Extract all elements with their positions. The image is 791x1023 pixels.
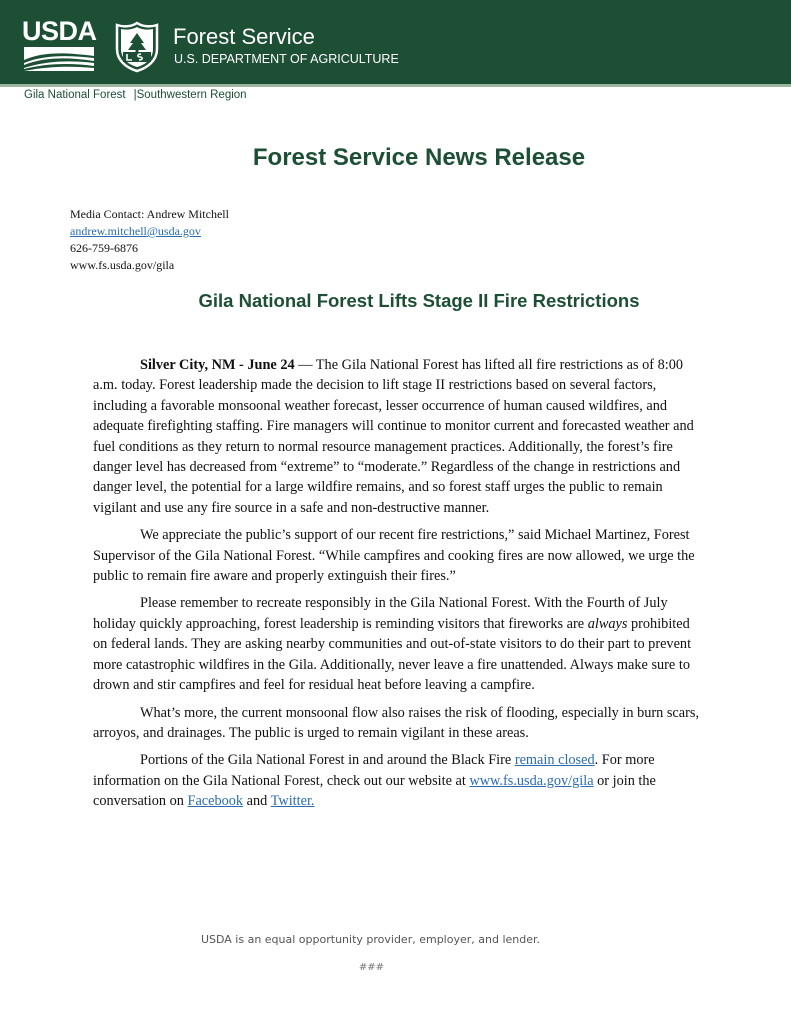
- dateline: Silver City, NM - June 24: [140, 357, 295, 373]
- facebook-link[interactable]: Facebook: [187, 793, 244, 810]
- usda-logo[interactable]: [22, 16, 96, 72]
- release-title: Forest Service News Release: [252, 144, 586, 171]
- end-mark: ###: [358, 962, 385, 973]
- paragraph-5: Portions of the Gila National Forest in and around the Black Fire remain closed. For more information on the Gila National Forest, check out our website at www.fs.usda.gov/gila or join the conversation on Facebook and Twitter.: [93, 752, 656, 810]
- region-name[interactable]: |Southwestern Region: [133, 89, 247, 101]
- usda-logo-text: USDA: [22, 16, 97, 46]
- equal-opportunity-statement: USDA is an equal opportunity provider, employer, and lender.: [200, 933, 541, 946]
- paragraph-1: Silver City, NM - June 24 — The Gila National Forest has lifted all fire restrictions as of 8:00 a.m. today. Forest leadership made the decision to lift stage II restrictions based on several factors, including a favorable monsoonal weather forecast, lesser occurrence of human caused wildfires, and adequate firefighting staffing. Fire managers will continue to monitor current and forecasted weather and fuel conditions as they return to normal resource management practices. Additionally, the forest’s fire danger level has decreased from “extreme” to “moderate.” Regardless of the change in restrictions and danger level, the potential for a large wildfire remains, and so forest staff urges the public to remain vigilant and use any fire source in a safe and non-destructive manner.: [93, 357, 694, 516]
- paragraph-4: What’s more, the current monsoonal flow also raises the risk of flooding, especially in burn scars, arroyos, and drainages. The public is urged to remain vigilant in these areas.: [93, 704, 700, 741]
- contact-website: www.fs.usda.gov/gila: [70, 258, 175, 272]
- agency-name: Forest Service: [173, 24, 315, 49]
- twitter-link[interactable]: Twitter.: [270, 793, 315, 810]
- paragraph-2: We appreciate the public’s support of our recent fire restrictions,” said Michael Martinez, Forest Supervisor of the Gila National Forest. “While campfires and cooking fires are now allowed, we urge the public to remain fire aware and properly extinguish their fires.”: [93, 527, 695, 585]
- forest-service-shield-icon[interactable]: [113, 21, 161, 73]
- usda-logo-swoosh-icon: [22, 16, 96, 72]
- contact-label: Media Contact: Andrew Mitchell: [70, 207, 229, 221]
- remain-closed-link[interactable]: remain closed: [514, 752, 595, 769]
- press-headline: Gila National Forest Lifts Stage II Fire Restrictions: [198, 290, 640, 311]
- unit-breadcrumb: [24, 87, 247, 103]
- header-banner: [0, 0, 791, 84]
- contact-email-link[interactable]: andrew.mitchell@usda.gov: [70, 224, 201, 238]
- contact-phone: 626-759-6876: [70, 241, 138, 255]
- release-body: [93, 355, 701, 819]
- website-link[interactable]: www.fs.usda.gov/gila: [469, 772, 594, 789]
- department-name: U.S. DEPARTMENT OF AGRICULTURE: [174, 52, 399, 66]
- forest-name[interactable]: Gila National Forest: [24, 89, 126, 101]
- media-contact: [70, 206, 229, 274]
- paragraph-3: Please remember to recreate responsibly in the Gila National Forest. With the Fourth of July holiday quickly approaching, forest leadership is reminding visitors that fireworks are always prohibited on federal lands. They are asking nearby communities and out-of-state visitors to do their part to prevent more catastrophic wildfires in the Gila. Additionally, never leave a fire unattended. Always make sure to drown and stir campfires and feel for residual heat before leaving a campfire.: [93, 595, 692, 694]
